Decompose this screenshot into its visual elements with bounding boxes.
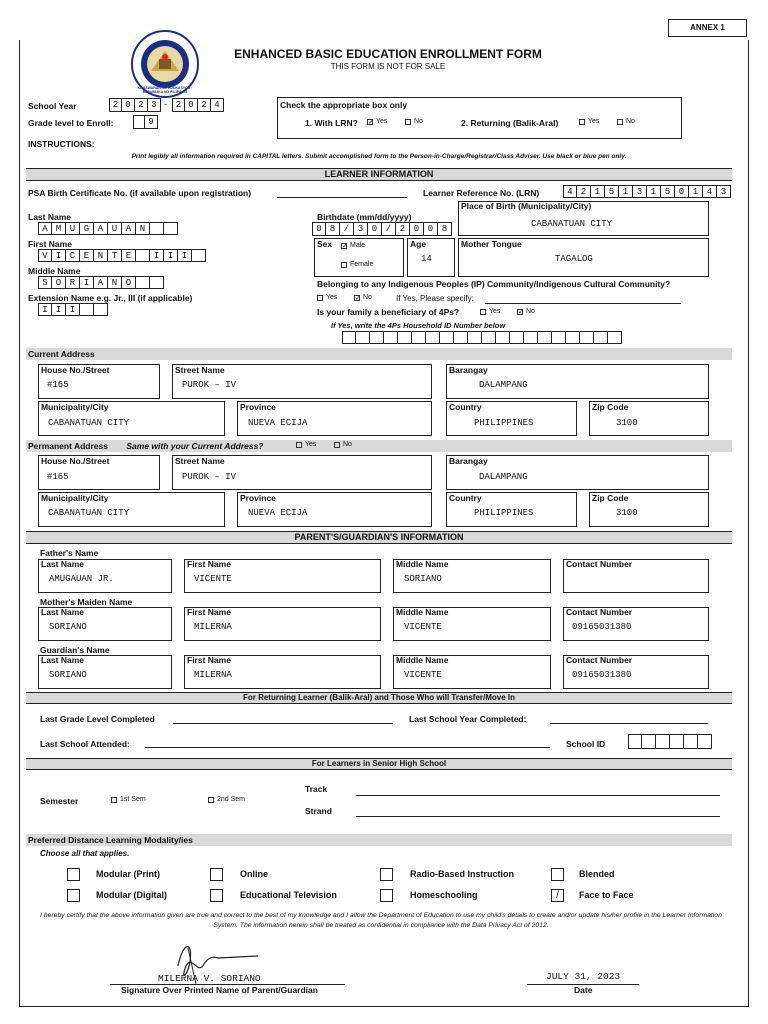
current-barangay-value: DALAMPANG	[479, 380, 528, 390]
last-sy-label: Last School Year Completed:	[409, 714, 527, 724]
guardian-label: Guardian's Name	[40, 645, 110, 655]
annex-label: ANNEX 1	[690, 23, 725, 32]
lrn-yes-checkbox[interactable]: ✓	[368, 119, 374, 126]
ip-no-checkbox[interactable]: ✓	[355, 295, 361, 302]
school-id-input[interactable]	[628, 734, 712, 749]
mother-last-label: Last Name	[41, 607, 84, 617]
father-middle-value: SORIANO	[404, 574, 442, 584]
mother-middle-value: VICENTE	[404, 622, 442, 632]
returning-yes-checkbox[interactable]	[579, 119, 585, 125]
with-lrn-label: 1. With LRN?	[305, 118, 358, 128]
extension-name-input[interactable]: I I I	[38, 303, 108, 316]
current-street-label: Street Name	[175, 365, 225, 375]
ip-specify-label: If Yes, Please specify:	[396, 294, 474, 303]
modular-print-checkbox[interactable]	[67, 868, 80, 881]
permanent-barangay-value: DALAMPANG	[479, 472, 528, 482]
track-label: Track	[305, 784, 328, 794]
returning-label: 2. Returning (Balik-Aral)	[461, 118, 559, 128]
strand-label: Strand	[305, 806, 332, 816]
female-label: Female	[350, 261, 374, 268]
permanent-city-value: CABANATUAN CITY	[48, 508, 130, 518]
father-middle-label: Middle Name	[396, 559, 449, 569]
date-value: JULY 31, 2023	[546, 971, 621, 982]
guardian-contact-value: 09165031380	[572, 670, 632, 680]
permanent-city-label: Municipality/City	[41, 493, 109, 503]
ip-specify-input[interactable]	[485, 303, 681, 304]
fourps-no-label: No	[526, 308, 535, 315]
second-sem-label: 2nd Sem	[217, 796, 246, 803]
fourps-label: Is your family a beneficiary of 4Ps?	[317, 307, 460, 317]
returning-no-label: No	[626, 118, 635, 125]
mother-tongue-value: TAGALOG	[555, 254, 593, 264]
instructions-label: INSTRUCTIONS:	[28, 139, 95, 149]
parents-info-band: PARENT'S/GUARDIAN'S INFORMATION	[26, 531, 732, 544]
guardian-printed-name: MILERNA V. SORIANO	[158, 973, 261, 984]
male-checkbox[interactable]: ✓	[342, 243, 348, 250]
fourps-id-input[interactable]	[342, 331, 622, 344]
online-checkbox[interactable]	[210, 868, 223, 881]
fourps-no-checkbox[interactable]: ✓	[518, 309, 524, 316]
grade-level-input[interactable]: 9	[133, 115, 158, 129]
certification-text: I hereby certify that the above information given are true and correct to the best of my knowledge and I allow the Department of Education to use my child's details to create and/or update his/her profile in the Learner Information System. The information herein shall be treated as confidential in compliance with the Data Privacy Act of 2012.	[40, 912, 722, 929]
returning-band: For Returning Learner (Balik-Aral) and Those Who will Transfer/Move In	[26, 692, 732, 704]
school-id-label: School ID	[566, 739, 606, 749]
middle-name-input[interactable]: S O R I A N O	[38, 276, 164, 289]
school-year-dash: -	[164, 99, 167, 109]
date-label: Date	[574, 985, 593, 995]
guardian-first-value: MILERNA	[194, 670, 232, 680]
last-name-input[interactable]: A M U G A U A N	[38, 222, 178, 235]
returning-no-checkbox[interactable]	[617, 119, 623, 125]
guardian-first-label: First Name	[187, 655, 231, 665]
psa-input[interactable]	[277, 197, 407, 198]
female-checkbox[interactable]	[341, 262, 347, 268]
father-first-value: VICENTE	[194, 574, 232, 584]
guardian-last-label: Last Name	[41, 655, 84, 665]
mother-tongue-label: Mother Tongue	[461, 239, 522, 249]
signature-label: Signature Over Printed Name of Parent/Guardian	[121, 985, 318, 995]
same-address-yes-checkbox[interactable]	[296, 442, 302, 448]
current-zip-label: Zip Code	[592, 402, 629, 412]
form-subtitle: THIS FORM IS NOT FOR SALE	[330, 62, 446, 71]
current-address-band: Current Address	[26, 348, 732, 360]
lrn-no-label: No	[414, 118, 423, 125]
last-name-label: Last Name	[28, 212, 71, 222]
ip-label: Belonging to any Indigenous Peoples (IP) Community/Indigenous Cultural Community?	[317, 279, 671, 289]
modular-print-label: Modular (Print)	[96, 869, 160, 879]
online-label: Online	[240, 869, 269, 879]
lrn-input[interactable]: 4 2 1 5 1 3 1 5 0 1 4 3	[563, 185, 731, 198]
birthdate-label: Birthdate (mm/dd/yyyy)	[317, 212, 412, 222]
permanent-address-label: Permanent Address	[28, 441, 108, 451]
radio-based-label: Radio-Based Instruction	[410, 869, 515, 879]
mother-contact-label: Contact Number	[566, 607, 633, 617]
permanent-zip-label: Zip Code	[592, 493, 629, 503]
current-province-value: NUEVA ECIJA	[248, 418, 308, 428]
mother-first-label: First Name	[187, 607, 231, 617]
permanent-house-label: House No./Street	[41, 456, 110, 466]
blended-checkbox[interactable]	[551, 868, 564, 881]
modular-digital-label: Modular (Digital)	[96, 890, 167, 900]
fourps-yes-label: Yes	[489, 308, 501, 315]
radio-based-checkbox[interactable]	[380, 868, 393, 881]
last-school-input[interactable]	[145, 747, 550, 748]
first-name-input[interactable]: V I C E N T E I I I	[38, 249, 206, 262]
father-first-label: First Name	[187, 559, 231, 569]
fourps-yes-checkbox[interactable]	[480, 309, 486, 315]
father-label: Father's Name	[40, 548, 99, 558]
current-country-value: PHILIPPINES	[474, 418, 534, 428]
age-value: 14	[421, 254, 432, 264]
permanent-house-value: #165	[47, 472, 69, 482]
current-barangay-label: Barangay	[449, 365, 488, 375]
current-city-label: Municipality/City	[41, 402, 109, 412]
last-sy-input[interactable]	[550, 723, 708, 724]
check-label: Check the appropriate box only	[280, 100, 408, 110]
current-street-value: PUROK – IV	[182, 380, 237, 390]
extension-name-label: Extension Name e.g. Jr., III (if applicable)	[28, 293, 193, 303]
first-name-label: First Name	[28, 239, 72, 249]
guardian-middle-value: VICENTE	[404, 670, 442, 680]
psa-label: PSA Birth Certificate No. (if available upon registration)	[28, 188, 252, 198]
same-address-label: Same with your Current Address?	[126, 441, 264, 451]
same-address-yes-label: Yes	[305, 441, 317, 448]
place-of-birth-label: Place of Birth (Municipality/City)	[461, 201, 592, 211]
modular-digital-checkbox[interactable]	[67, 889, 80, 902]
permanent-street-value: PUROK – IV	[182, 472, 237, 482]
guardian-middle-label: Middle Name	[396, 655, 449, 665]
strand-input[interactable]	[356, 816, 720, 817]
lrn-no-checkbox[interactable]	[405, 119, 411, 125]
grade-level-label: Grade level to Enroll:	[28, 118, 114, 128]
first-sem-checkbox[interactable]	[111, 797, 117, 803]
permanent-street-label: Street Name	[175, 456, 225, 466]
guardian-last-value: SORIANO	[49, 670, 87, 680]
returning-yes-label: Yes	[588, 118, 600, 125]
lrn-label: Learner Reference No. (LRN)	[423, 188, 540, 198]
last-school-label: Last School Attended:	[40, 739, 130, 749]
current-house-value: #165	[47, 380, 69, 390]
same-address-no-checkbox[interactable]	[334, 442, 340, 448]
last-grade-input[interactable]	[173, 723, 393, 724]
permanent-province-value: NUEVA ECIJA	[248, 508, 308, 518]
same-address-no-label: No	[343, 441, 352, 448]
permanent-country-value: PHILIPPINES	[474, 508, 534, 518]
ip-no-label: No	[363, 294, 372, 301]
permanent-country-label: Country	[449, 493, 482, 503]
mother-label: Mother's Maiden Name	[40, 597, 133, 607]
permanent-address-band	[26, 440, 732, 452]
sex-label: Sex	[317, 239, 333, 249]
permanent-barangay-label: Barangay	[449, 456, 488, 466]
permanent-zip-value: 3100	[616, 508, 638, 518]
last-grade-label: Last Grade Level Completed	[40, 714, 155, 724]
school-year-to[interactable]: 2 0 2 4	[172, 98, 224, 112]
track-input[interactable]	[356, 795, 720, 796]
school-year-label: School Year	[28, 101, 77, 111]
school-year-from[interactable]: 2 0 2 3	[109, 98, 161, 112]
middle-name-label: Middle Name	[28, 266, 81, 276]
permanent-province-label: Province	[240, 493, 276, 503]
shs-band: For Learners in Senior High School	[26, 758, 732, 770]
male-label: Male	[350, 242, 366, 249]
current-country-label: Country	[449, 402, 482, 412]
educational-tv-checkbox[interactable]	[210, 889, 223, 902]
father-last-label: Last Name	[41, 559, 84, 569]
guardian-contact-label: Contact Number	[566, 655, 633, 665]
blended-label: Blended	[579, 869, 615, 879]
annex-label-box	[668, 19, 747, 37]
lrn-yes-label: Yes	[376, 118, 388, 125]
ip-yes-label: Yes	[326, 294, 338, 301]
learner-info-band: LEARNER INFORMATION	[26, 168, 732, 181]
second-sem-checkbox[interactable]	[208, 797, 214, 803]
face-to-face-label: Face to Face	[579, 890, 634, 900]
choose-label: Choose all that applies.	[40, 849, 130, 858]
semester-label: Semester	[40, 796, 79, 806]
homeschooling-label: Homeschooling	[410, 890, 478, 900]
mother-middle-label: Middle Name	[396, 607, 449, 617]
instructions-text: Print legibly all information required in CAPITAL letters. Submit accomplished form to the Person-in-Charge/Registrar/Class Adviser. Use black or blue pen only.	[131, 153, 627, 160]
face-to-face-checkbox[interactable]: /	[551, 889, 564, 902]
fourps-id-label: If Yes, write the 4Ps Household ID Number below	[331, 321, 506, 330]
mother-first-value: MILERNA	[194, 622, 232, 632]
current-city-value: CABANATUAN CITY	[48, 418, 130, 428]
seal-text: KAGAWARAN NG EDUKASYON · REPUBLIKA NG PILIPINAS	[137, 86, 193, 94]
current-zip-value: 3100	[616, 418, 638, 428]
mother-contact-value: 09165031380	[572, 622, 632, 632]
age-label: Age	[410, 239, 427, 249]
father-last-value: AMUGAUAN JR.	[49, 574, 114, 584]
current-province-label: Province	[240, 402, 276, 412]
modality-band: Preferred Distance Learning Modality/ies	[26, 834, 732, 846]
educational-tv-label: Educational Television	[240, 890, 337, 900]
ip-yes-checkbox[interactable]	[317, 295, 323, 301]
current-house-label: House No./Street	[41, 365, 110, 375]
mother-last-value: SORIANO	[49, 622, 87, 632]
first-sem-label: 1st Sem	[120, 796, 146, 803]
form-title: ENHANCED BASIC EDUCATION ENROLLMENT FORM	[234, 47, 542, 61]
birthdate-input[interactable]: 0 8 / 3 0 / 2 0 0 8	[312, 222, 452, 236]
place-of-birth-value: CABANATUAN CITY	[531, 219, 613, 229]
father-contact-label: Contact Number	[566, 559, 633, 569]
homeschooling-checkbox[interactable]	[380, 889, 393, 902]
